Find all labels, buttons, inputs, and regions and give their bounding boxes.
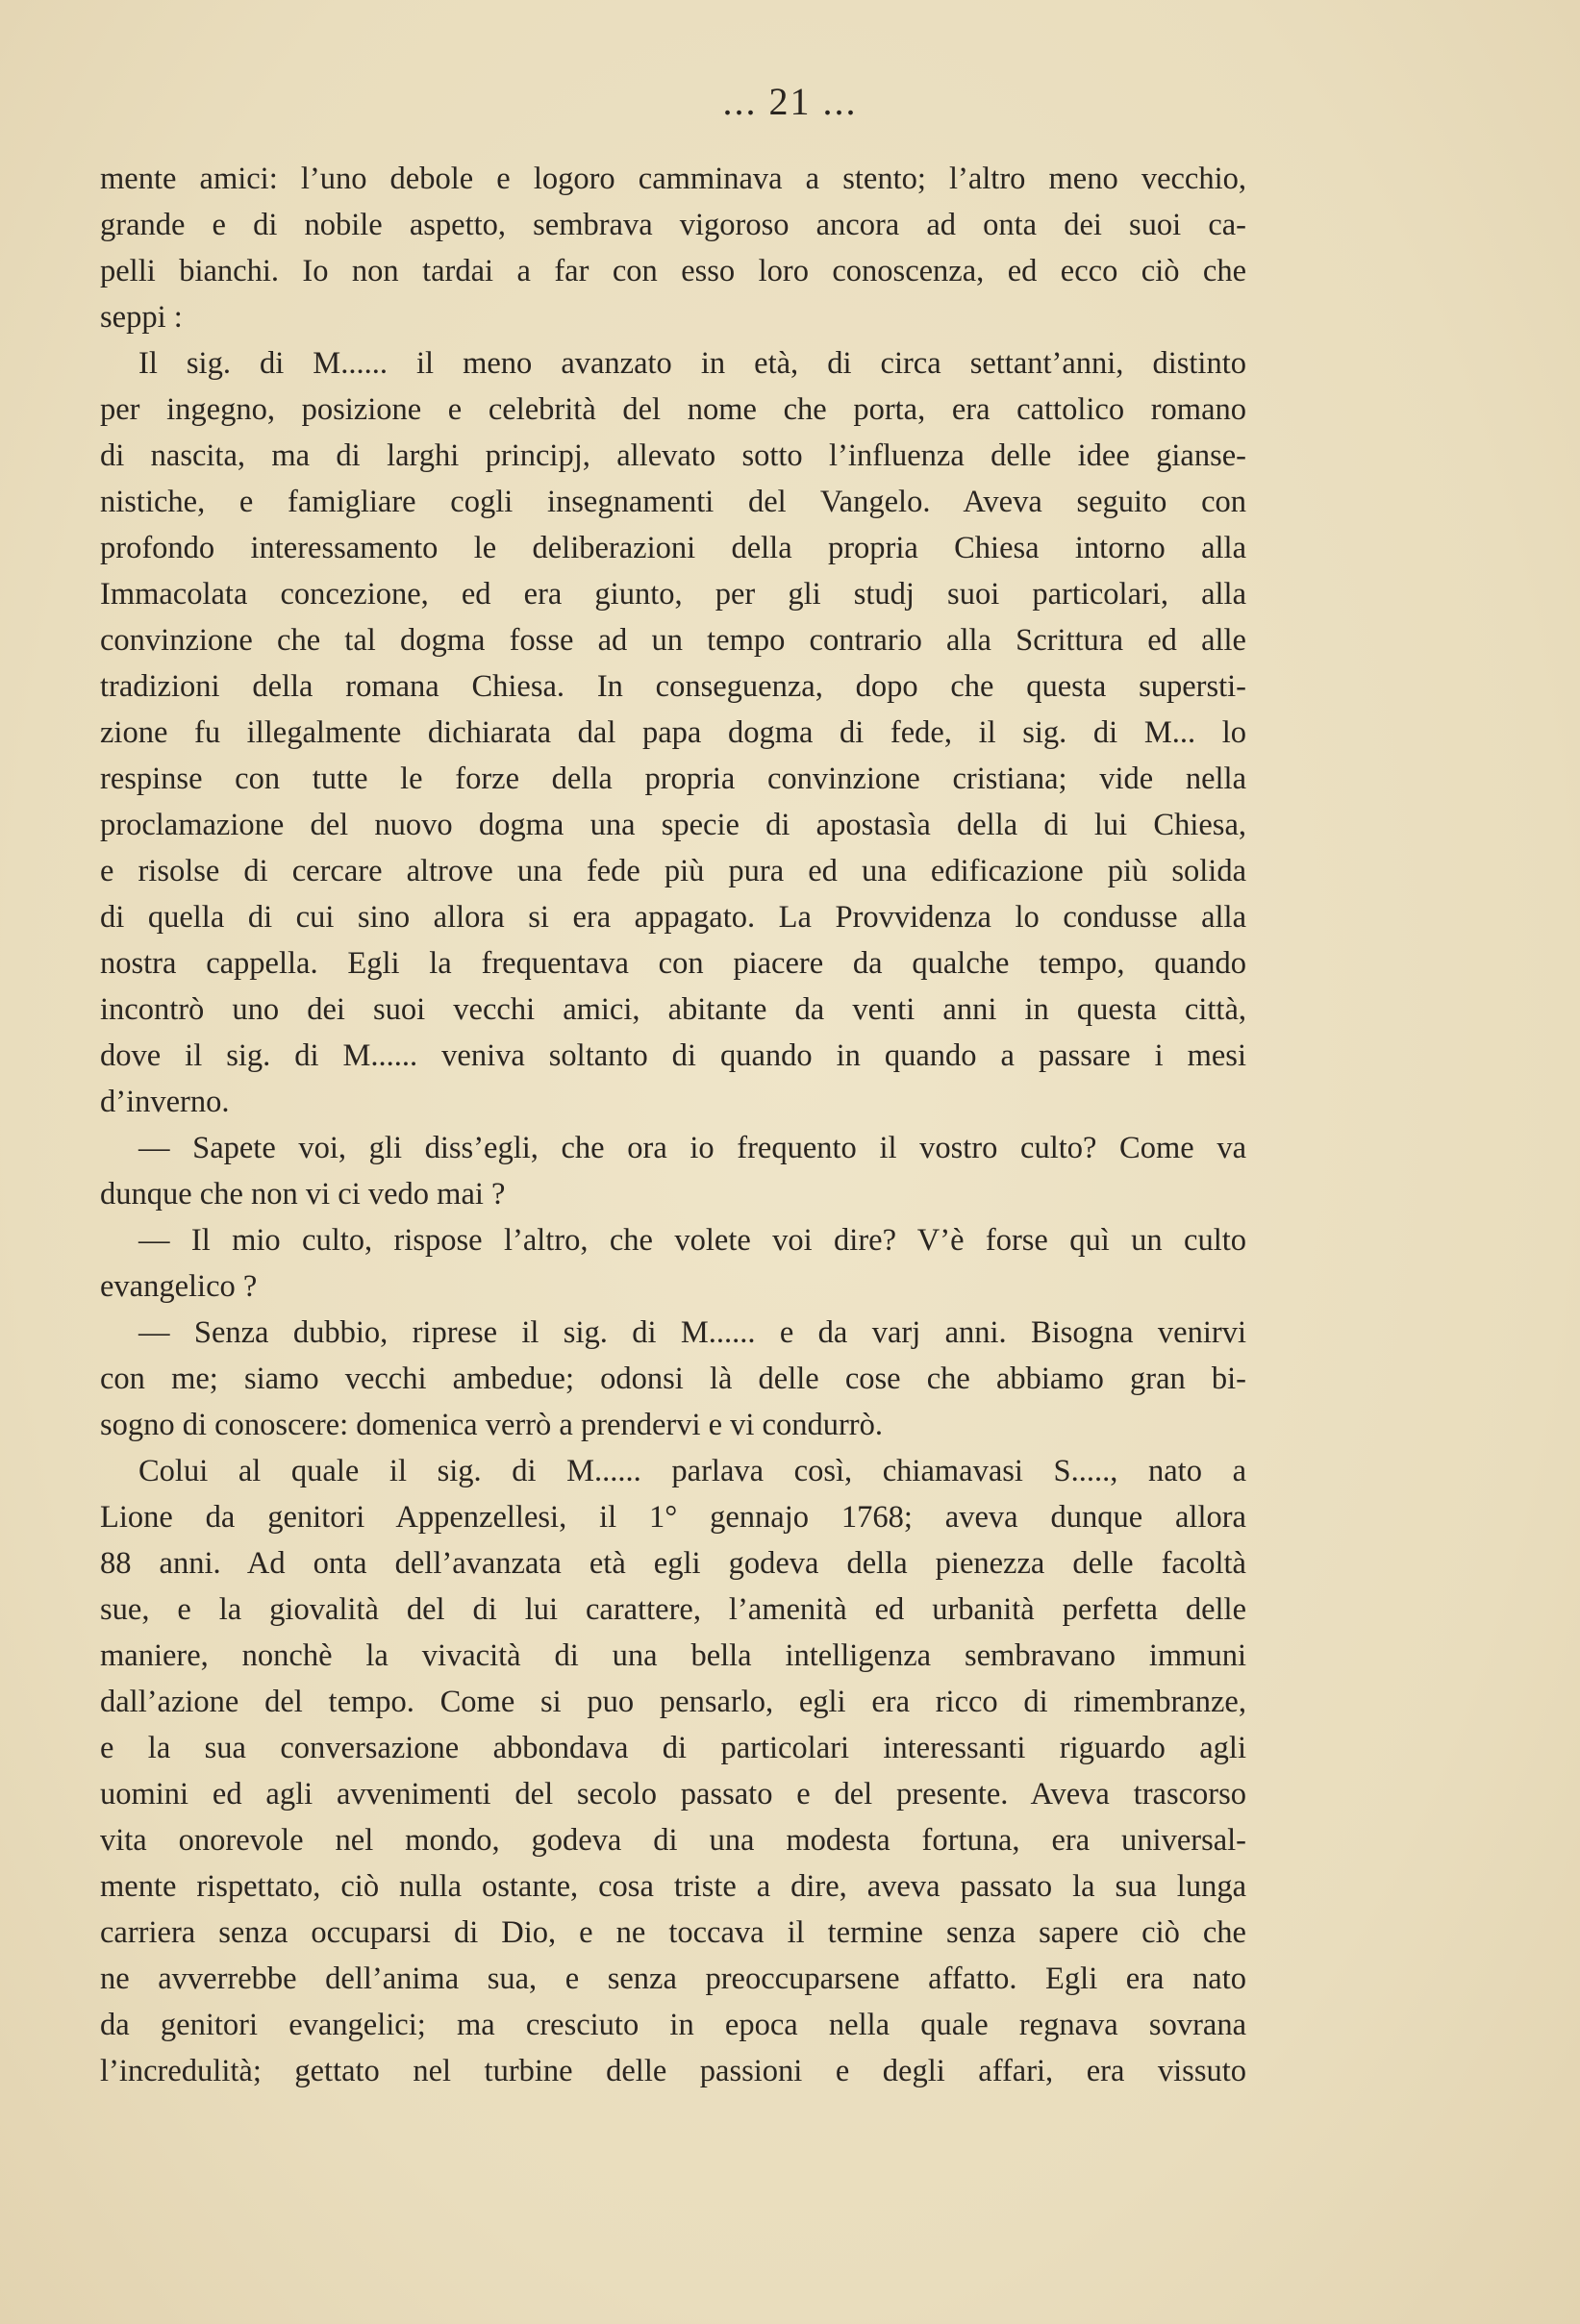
text-line: carriera senza occuparsi di Dio, e ne toccava il termine senza sapere ciò che (100, 1915, 1246, 1950)
text-line: 88 anni. Ad onta dell’avanzata età egli godeva della pienezza delle facoltà (100, 1546, 1246, 1581)
text-line: di quella di cui sino allora si era appagato. La Provvidenza lo condusse alla (100, 900, 1246, 935)
text-line: sogno di conoscere: domenica verrò a prendervi e vi condurrò. (100, 1408, 884, 1442)
text-line: di nascita, ma di larghi principj, allevato sotto l’influenza delle idee gianse- (100, 438, 1246, 473)
text-line: grande e di nobile aspetto, sembrava vigoroso ancora ad onta dei suoi ca- (100, 208, 1246, 242)
text-line: da genitori evangelici; ma cresciuto in epoca nella quale regnava sovrana (100, 2008, 1246, 2042)
text-line: pelli bianchi. Io non tardai a far con esso loro conoscenza, ed ecco ciò che (100, 254, 1246, 288)
text-line: sue, e la giovalità del di lui carattere, l’amenità ed urbanità perfetta delle (100, 1592, 1246, 1627)
text-line: incontrò uno dei suoi vecchi amici, abitante da venti anni in questa città, (100, 992, 1246, 1027)
text-line: mente rispettato, ciò nulla ostante, cosa triste a dire, aveva passato la sua lunga (100, 1869, 1246, 1904)
text-line: convinzione che tal dogma fosse ad un tempo contrario alla Scrittura ed alle (100, 623, 1246, 658)
text-line: profondo interessamento le deliberazioni della propria Chiesa intorno alla (100, 531, 1246, 565)
text-line: Il sig. di M...... il meno avanzato in età, di circa settant’anni, distinto (138, 346, 1246, 381)
text-line: ne avverrebbe dell’anima sua, e senza preoccuparsene affatto. Egli era nato (100, 1962, 1246, 1996)
page-number: ... 21 ... (722, 80, 858, 123)
text-line: Lione da genitori Appenzellesi, il 1° gennajo 1768; aveva dunque allora (100, 1500, 1246, 1535)
text-line: l’incredulità; gettato nel turbine delle passioni e degli affari, era vissuto (100, 2054, 1246, 2088)
text-line: per ingegno, posizione e celebrità del nome che porta, era cattolico romano (100, 392, 1246, 427)
text-line: dall’azione del tempo. Come si puo pensarlo, egli era ricco di rimembranze, (100, 1685, 1246, 1719)
text-line: mente amici: l’uno debole e logoro camminava a stento; l’altro meno vecchio, (100, 162, 1246, 196)
text-line: respinse con tutte le forze della propria convinzione cristiana; vide nella (100, 762, 1246, 796)
text-line: — Il mio culto, rispose l’altro, che volete voi dire? V’è forse quì un culto (138, 1223, 1246, 1258)
text-line: — Senza dubbio, riprese il sig. di M...... e da varj anni. Bisogna venirvi (138, 1315, 1246, 1350)
text-line: maniere, nonchè la vivacità di una bella intelligenza sembravano immuni (100, 1638, 1246, 1673)
text-line: nostra cappella. Egli la frequentava con piacere da qualche tempo, quando (100, 946, 1246, 981)
text-line: vita onorevole nel mondo, godeva di una modesta fortuna, era universal- (100, 1823, 1246, 1858)
text-line: tradizioni della romana Chiesa. In conseguenza, dopo che questa supersti- (100, 669, 1246, 704)
text-line: con me; siamo vecchi ambedue; odonsi là delle cose che abbiamo gran bi- (100, 1362, 1246, 1396)
text-line: dove il sig. di M...... veniva soltanto di quando in quando a passare i mesi (100, 1038, 1246, 1073)
text-line: Immacolata concezione, ed era giunto, per gli studj suoi particolari, alla (100, 577, 1246, 612)
body-text (100, 156, 1246, 2094)
text-line: dunque che non vi ci vedo mai ? (100, 1177, 506, 1212)
text-line: seppi : (100, 300, 183, 335)
text-line: Colui al quale il sig. di M...... parlava così, chiamavasi S....., nato a (138, 1454, 1246, 1488)
text-line: d’inverno. (100, 1085, 230, 1119)
text-line: nistiche, e famigliare cogli insegnamenti del Vangelo. Aveva seguito con (100, 485, 1246, 519)
text-line: — Sapete voi, gli diss’egli, che ora io frequento il vostro culto? Come va (138, 1131, 1246, 1165)
text-line: evangelico ? (100, 1269, 258, 1304)
text-line: uomini ed agli avvenimenti del secolo passato e del presente. Aveva trascorso (100, 1777, 1246, 1812)
text-line: proclamazione del nuovo dogma una specie di apostasìa della di lui Chiesa, (100, 808, 1246, 842)
text-line: zione fu illegalmente dichiarata dal papa dogma di fede, il sig. di M... lo (100, 715, 1246, 750)
text-line: e la sua conversazione abbondava di particolari interessanti riguardo agli (100, 1731, 1246, 1765)
text-line: e risolse di cercare altrove una fede più pura ed una edificazione più solida (100, 854, 1246, 888)
